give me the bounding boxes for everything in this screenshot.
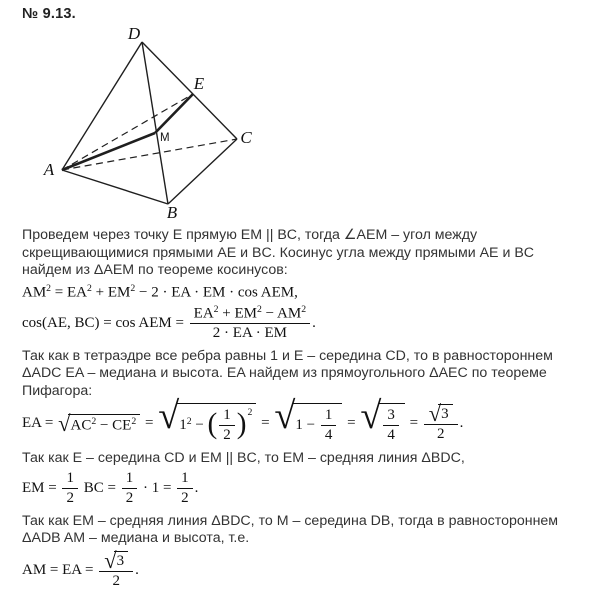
edge-dc xyxy=(142,42,237,139)
edge-bc xyxy=(168,139,237,204)
vertex-label-b: B xyxy=(166,203,178,220)
vertex-label-a: A xyxy=(43,160,55,179)
edge-ac-dashed xyxy=(62,139,237,170)
segment-me-thick xyxy=(155,94,193,133)
edge-da xyxy=(62,42,142,170)
paragraph-1: Проведем через точку E прямую EM || BC, тогда ∠AEM – угол между скрещивающимися прямыми AE и BC. Косинус угла между прямыми AE и BC найдем из ΔAEM по теореме косинусов: xyxy=(22,227,535,278)
point-label-m: M xyxy=(160,132,170,144)
paragraph-2: Так как в тетраэдре все ребра равны 1 и E – середина CD, то в равностороннем ΔADC EA – медиана и высота. EA найдем из прямоугольного ΔAEC по теореме Пифагора: xyxy=(22,347,553,399)
vertex-label-e: E xyxy=(193,74,205,93)
paragraph-3: Так как E – середина CD и EM || BC, то EM – средняя линия ΔBDC, xyxy=(22,449,465,466)
vertex-label-c: C xyxy=(240,128,252,147)
problem-number: № 9.13. xyxy=(22,6,76,22)
paragraph-4: Так как EM – средняя линия ΔBDC, то M – середина DB, тогда в равностороннем ΔADB AM – медиана и высота, т.е. xyxy=(22,512,559,547)
formula-law-of-cosines: $AM^2 = EA^2 + EM^2 - 2$ · EA · EM · cos AEM, xyxy=(22,282,298,300)
vertex-label-d: D xyxy=(127,24,141,43)
formula-cosine-expression: cos(AE, BC) = cos AEM = $\frac{EA^2 + EM^2 - AM^2}{2 \cdot EA \cdot EM}$ . xyxy=(22,303,316,342)
formula-ea-pythagoras: EA = √ $AC^2 - CE^2$ = √ $1^2$ − ( $\frac{1}{2}$ )$^2$ = √ 1 − $\frac{1}{4}$ = √ $\frac{3}{4}$ = √ 3 2 . xyxy=(22,395,464,444)
tetrahedron-diagram xyxy=(30,24,584,220)
formula-em-midline: EM = $\frac{1}{2}$ BC = $\frac{1}{2}$ · 1 = $\frac{1}{2}$ . xyxy=(22,470,199,507)
tetrahedron-svg xyxy=(30,24,270,220)
edge-ab xyxy=(62,170,168,204)
formula-am-result: AM = EA = √ 3 2 . xyxy=(22,547,139,589)
segment-ae-dashed xyxy=(62,94,193,170)
segment-am-thick xyxy=(62,133,155,170)
